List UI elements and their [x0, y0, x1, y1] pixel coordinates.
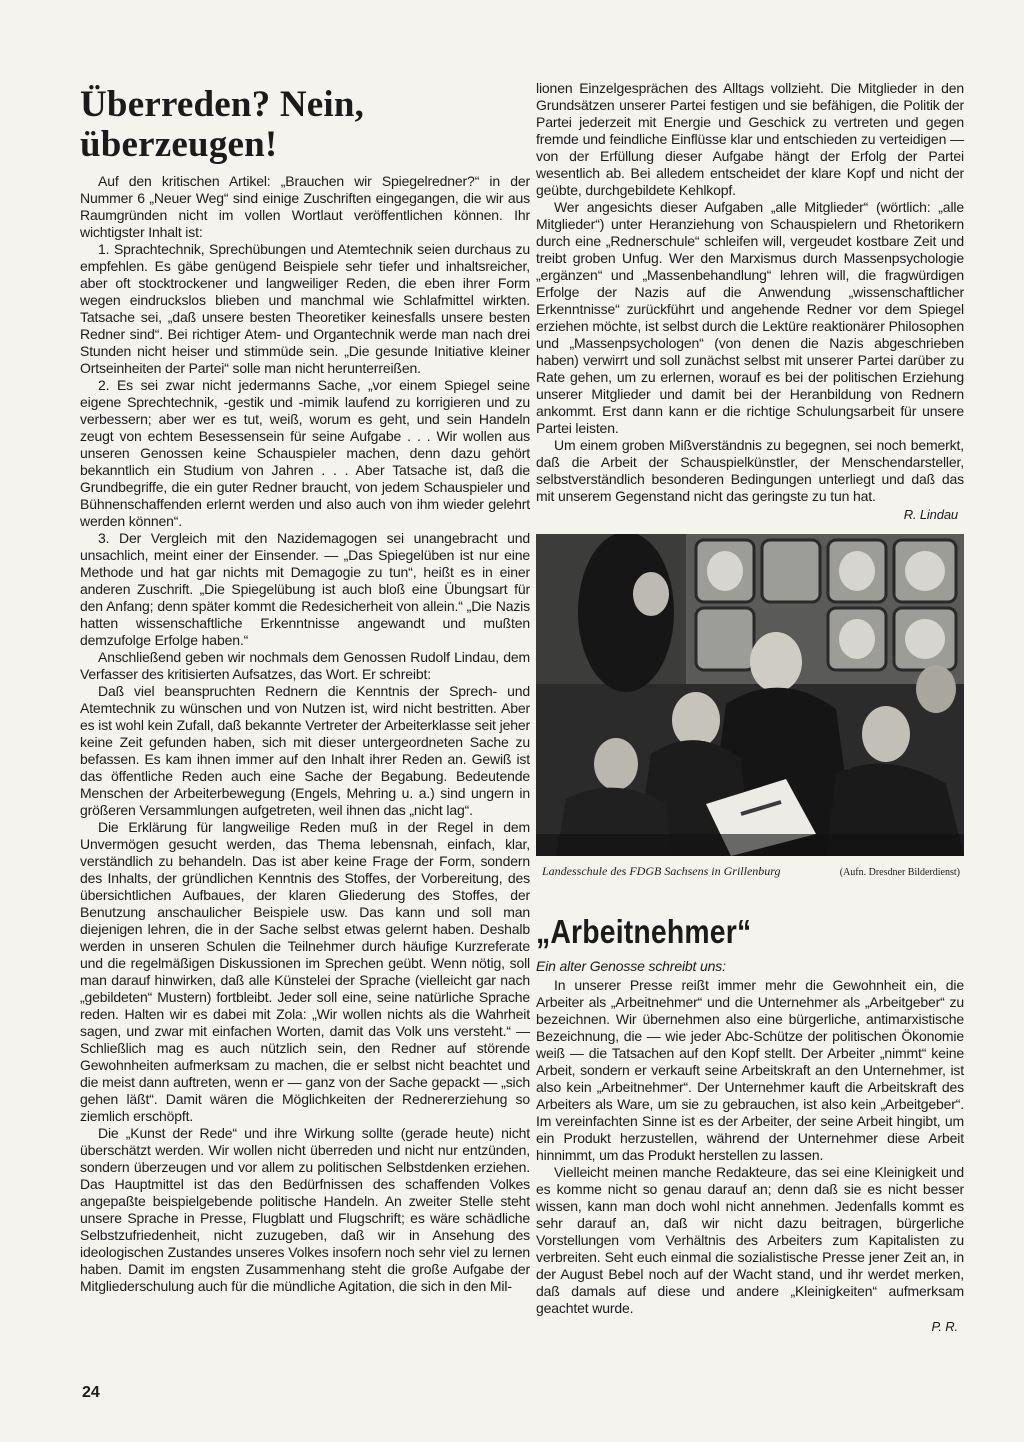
- photo-caption-row: [542, 864, 960, 879]
- article-paragraph: Um einem groben Mißverständnis zu begegnen, sei noch bemerkt, daß die Arbeit der Schauspielkünstler, der Menschendarsteller, selbstverständlich besonderen Bedingungen unterliegt und daß das mit unserem Gegenstand nicht das geringste zu tun hat.: [536, 437, 964, 504]
- photograph: [536, 534, 964, 856]
- article-paragraph: 2. Es sei zwar nicht jedermanns Sache, „vor einem Spiegel seine eigene Sprechtechnik, -gestik und -mimik laufend zu korrigieren und zu verbessern; aber wer es tut, weiß, worum es geht, und sein Handeln zeugt von echtem Besessensein für seine Aufgabe . . . Wir wollen aus unseren Genossen keine Schauspieler machen, denn dazu gehört bekanntlich ein Studium von Jahren . . . Aber Tatsache ist, daß die Grundbegriffe, die ein guter Redner braucht, von jedem Schauspieler und Bühnenschaffenden erlernt werden und also auch von ihm wieder gelehrt werden können“.: [80, 377, 530, 529]
- author-signature: R. Lindau: [903, 507, 958, 522]
- article-paragraph: In unserer Presse reißt immer mehr die Gewohnheit ein, die Arbeiter als „Arbeitnehmer“ und die Unternehmer als „Arbeitgeber“ zu bezeichnen. Wir übernehmen also eine bürgerliche, antimarxistische Bezeichnung, die — wie jeder Abc-Schütze der politischen Ökonomie weiß — die Tatsachen auf den Kopf stellt. Der Arbeiter „nimmt“ keine Arbeit, sondern er verkauft seine Arbeitskraft an den Unternehmer, ist also kein „Arbeitnehmer“. Der Unternehmer kauft die Arbeitskraft des Arbeiters als Ware, um sie zu gebrauchen, ist also kein „Arbeitgeber“. Im vereinfachten Sinne ist es der Arbeiter, der seine Arbeit hingibt, um ein Produkt herzustellen, während der Unternehmer diese Arbeit hinnimmt, um das Produkt herstellen zu lassen.: [536, 977, 964, 1163]
- article-paragraph: Wer angesichts dieser Aufgaben „alle Mitglieder“ (wörtlich: „alle Mitglieder“) unter Heranziehung von Schauspielern und Rhetorikern durch eine „Rednerschule“ schleifen will, vergeudet kostbare Zeit und treibt groben Unfug. Wer den Marxismus durch Massenpsychologie „ergänzen“ und „Massenbehandlung“ lehren will, die fragwürdigen Erfolge der Nazis auf die Anwendung „wissenschaftlicher Erkenntnisse“ zurückführt und angehende Redner vor dem Spiegel erziehen möchte, ist selbst durch die Lektüre reaktionärer Philosophen und „Massenpsychologen“ (von denen die Nazis abgeschrieben haben) verwirrt und soll zunächst selbst mit unserer Partei darüber zu Rate gehen, um zu erlernen, worauf es bei der politischen Erziehung unserer Mitglieder und damit bei der Heranbildung von Rednern ankommt. Erst dann kann er die richtige Schulungsarbeit für unsere Partei leisten.: [536, 199, 964, 436]
- article-title: Überreden? Nein, überzeugen!: [80, 84, 365, 165]
- left-column: [80, 85, 530, 1295]
- page-number: 24: [82, 1384, 100, 1401]
- article-paragraph: Auf den kritischen Artikel: „Brauchen wir Spiegelredner?“ in der Nummer 6 „Neuer Weg“ sind einige Zuschriften eingegangen, die wir aus Raumgründen nicht im vollen Wortlaut veröffentlichen können. Ihr wichtigster Inhalt ist:: [80, 173, 530, 240]
- article-paragraph: Die „Kunst der Rede“ und ihre Wirkung sollte (gerade heute) nicht überschätzt werden. Wir wollen nicht überreden und nicht nur entzünden, sondern überzeugen und vor allem zu politischen Selbstdenken erziehen. Das Hauptmittel ist das den Bedürfnissen des schaffenden Volkes angepaßte beispielgebende politische Handeln. An zweiter Stelle steht unsere Sprache in Presse, Flugblatt und Flugschrift; es wäre schädliche Selbstzufriedenheit, nicht zuzugeben, daß wir in Ansehung des ideologischen Zustandes unseres Volkes insofern noch sehr viel zu lernen haben. Damit im engsten Zusammenhang steht die große Aufgabe der Mitgliederschulung auch für die mündliche Agitation, die sich in den Mil-: [80, 1125, 530, 1294]
- article-paragraph: 1. Sprachtechnik, Sprechübungen und Atemtechnik seien durchaus zu empfehlen. Es gäbe genügend Beispiele sehr tiefer und inhaltsreicher, aber oft stocktrockener und langweiliger Reden, die eben ihrer Form wegen eindruckslos blieben und manchmal wie Schlafmittel wirkten. Tatsache sei, „daß unsere besten Theoretiker keinesfalls unsere besten Redner sind“. Bei richtiger Atem- und Organtechnik werde man nach drei Stunden nicht heiser und stimmüde sein. „Die gesunde Initiative kleiner Ortseinheiten der Partei“ solle man nicht herunterreißen.: [80, 241, 530, 376]
- article-title: „Arbeitnehmer“: [536, 913, 752, 950]
- article-paragraph: Vielleicht meinen manche Redakteure, das sei eine Kleinigkeit und es komme nicht so genau darauf an; denn daß sie es nicht besser wissen, kann man doch wohl nicht annehmen. Jedenfalls kommt es sehr darauf an, daß wir nicht dazu beitragen, bürgerliche Vorstellungen vom Verhältnis des Arbeiters zum Kapitalisten zu verbreiten. Seht euch einmal die sozialistische Presse jener Zeit an, in der August Bebel noch auf der Wacht stand, und ihr werdet merken, daß damals auf diese und andere „Kleinigkeiten“ aufmerksam geachtet wurde.: [536, 1164, 964, 1316]
- article-continuation: lionen Einzelgesprächen des Alltags vollzieht. Die Mitglieder in den Grundsätzen unserer Partei festigen und sie befähigen, die Politik der Partei jederzeit mit Energie und Geschick zu vertreten und gegen fremde und feindliche Einflüsse klar und entschieden zu verteidigen — von der Erfüllung dieser Aufgabe hängt der Erfolg der Partei wesentlich ab. Bei alledem entscheidet der klare Kopf und nicht der geübte, durchgebildete Kehlkopf.: [536, 80, 964, 198]
- article-paragraph: 3. Der Vergleich mit den Nazidemagogen sei unangebracht und unsachlich, meint einer der Einsender. — „Das Spiegelüben ist nur eine Methode und hat gar nichts mit Demagogie zu tun“, heißt es in einer anderen Zuschrift. „Die Spiegelübung ist auch bloß eine Übungsart für den Anfang; denn später kommt die Redesicherheit von allein.“ „Die Nazis hatten wissenschaftliche Erkenntnisse angewandt und mußten demzufolge Erfolge haben.“: [80, 530, 530, 648]
- article-paragraph: Daß viel beanspruchten Rednern die Kenntnis der Sprech- und Atemtechnik zu wünschen und von Nutzen ist, wird nicht bestritten. Aber es ist wohl kein Zufall, daß bekannte Vertreter der Arbeiterklasse seit jeher keine Zeit gefunden haben, sich mit dieser untergeordneten Sache zu befassen. Es kam ihnen immer auf den Inhalt ihrer Reden an. Gewiß ist das öffentliche Reden auch eine Sache der Begabung. Bedeutende Menschen der Arbeiterbewegung (Engels, Mehring u. a.) sind ungern in größeren Versammlungen aufgetreten, weil ihnen das „nicht lag“.: [80, 683, 530, 818]
- article-intro: Ein alter Genosse schreibt uns:: [536, 958, 726, 974]
- photo-illustration: [536, 534, 964, 856]
- photo-credit: (Aufn. Dresdner Bilderdienst): [839, 867, 960, 878]
- article-paragraph: Die Erklärung für langweilige Reden muß in der Regel in dem Unvermögen gesucht werden, das Thema lebensnah, einfach, klar, verständlich zu behandeln. Das ist aber keine Frage der Form, sondern des Inhalts, der gründlichen Kenntnis des Stoffes, der Vorbereitung, des übersichtlichen Aufbaues, der klaren Gliederung des Stoffes, der Benutzung anschaulicher Beispiele usw. Das kann und soll man diejenigen lehren, die in der Sache selbst etwas gelernt haben. Deshalb werden in unseren Schulen die Teilnehmer durch häufige Kurzreferate und die regelmäßigen Diskussionen im Sprechen geübt. Wenn nötig, soll man darauf hinwirken, daß alle Künstelei der Sprache (vielleicht gar nach „gebildeten“ Mustern) fortbleibt. Jeder soll eine, seine natürliche Sprache reden. Halten wir es dabei mit Zola: „Wir wollen nichts als die Wahrheit sagen, und zwar mit einfachen Worten, damit das Volk uns versteht.“ — Schließlich mag es auch nützlich sein, den Redner auf störende Gewohnheiten aufmerksam zu machen, die er selbst nicht beachtet und die meist dann auftreten, wenn er — ganz von der Sache gepackt — „sich gehen läßt“. Damit wären die Möglichkeiten der Rednererziehung so ziemlich erschöpft.: [80, 819, 530, 1124]
- right-column: [536, 80, 964, 1336]
- photo-caption: Landesschule des FDGB Sachsens in Grillenburg: [542, 864, 781, 878]
- author-signature: P. R.: [931, 1319, 958, 1334]
- article-paragraph: Anschließend geben wir nochmals dem Genossen Rudolf Lindau, dem Verfasser des kritisierten Aufsatzes, das Wort. Er schreibt:: [80, 649, 530, 682]
